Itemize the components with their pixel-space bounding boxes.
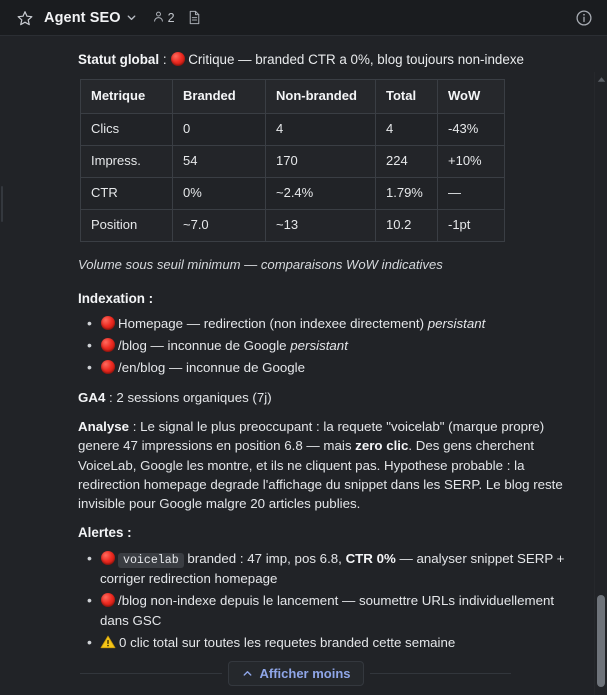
members-count: 2 — [167, 10, 175, 25]
vertical-scrollbar[interactable] — [594, 72, 607, 695]
metrics-table-body — [81, 114, 505, 241]
list-item-emphasis: persistant — [427, 316, 486, 332]
table-cell: -1pt — [438, 209, 505, 241]
list-item-emphasis: persistant — [290, 338, 348, 354]
analyse-text-part2: . Des gens cherchent VoiceLab, Google les montre, et ils ne cliquent pas. Hypothese probable : la redirection homepage degrade l'affichage du snippet dans les SERP. Le blog reste invisible pour Google malgre 20 articles publies. — [78, 438, 563, 512]
list-item-text: /en/blog — inconnue de Google — [118, 359, 306, 375]
table-cell: Clics — [81, 114, 173, 146]
metrics-table — [80, 79, 505, 241]
table-header-cell: Non-branded — [266, 80, 376, 114]
table-cell: 10.2 — [376, 209, 438, 241]
scrollbar-track[interactable] — [597, 86, 605, 693]
analyse-label: Analyse — [78, 419, 129, 435]
table-cell: 0 — [173, 114, 266, 146]
indexation-heading: Indexation : — [78, 290, 154, 306]
red-circle-icon — [101, 593, 115, 607]
table-header-cell: Metrique — [81, 80, 173, 114]
table-cell: Impress. — [81, 146, 173, 178]
table-cell: -43% — [438, 114, 505, 146]
table-cell: 4 — [376, 114, 438, 146]
table-cell: 170 — [266, 146, 376, 178]
file-icon[interactable] — [188, 10, 201, 25]
top-bar — [0, 0, 607, 36]
list-item-text: branded : 47 imp, pos 6.8, — [183, 550, 346, 566]
analyse-paragraph — [78, 417, 581, 513]
show-less-footer — [0, 651, 607, 695]
star-icon[interactable] — [14, 7, 36, 29]
ga4-label: GA4 — [78, 389, 106, 405]
list-item — [100, 358, 581, 378]
analyse-emphasis: zero clic — [355, 438, 409, 454]
list-item-text: /blog non-indexe depuis le lancement — soumettre URLs individuellement dans GSC — [100, 593, 555, 629]
table-row — [81, 209, 505, 241]
list-item — [100, 314, 581, 334]
list-item-text: Homepage — redirection (non indexee directement) — [118, 316, 428, 332]
top-bar-right-group — [573, 7, 595, 29]
list-item-text: /blog — inconnue de Google — [118, 338, 291, 354]
list-item-text-cont: — analyser snippet SERP + corriger redirection homepage — [100, 550, 565, 587]
red-circle-icon — [101, 316, 115, 330]
table-cell: 0% — [173, 177, 266, 209]
table-row — [81, 146, 505, 178]
table-cell: ~13 — [266, 209, 376, 241]
table-header-cell: Total — [376, 80, 438, 114]
scroll-up-arrow-icon[interactable] — [595, 73, 607, 85]
analyse-text-part1: : Le signal le plus preoccupant : la requete "voicelab" (marque propre) genere 47 impressions en position 6.8 — mais — [78, 419, 545, 454]
table-cell: 4 — [266, 114, 376, 146]
list-item-emphasis: CTR 0% — [345, 550, 396, 566]
members-indicator[interactable] — [152, 10, 175, 26]
person-icon — [152, 10, 165, 26]
show-less-label: Afficher moins — [259, 665, 351, 681]
table-header-cell: WoW — [438, 80, 505, 114]
table-cell: ~2.4% — [266, 177, 376, 209]
alertes-heading: Alertes : — [78, 525, 132, 541]
status-label: Statut global — [78, 52, 160, 67]
show-less-button[interactable] — [228, 661, 364, 686]
list-item — [100, 336, 581, 356]
table-cell: 1.79% — [376, 177, 438, 209]
message-body — [0, 36, 607, 695]
indexation-list — [78, 314, 581, 378]
alertes-list — [78, 549, 581, 653]
list-item — [100, 591, 581, 631]
table-cell: 54 — [173, 146, 266, 178]
status-text: Critique — branded CTR a 0%, blog toujours non-indexe — [188, 52, 524, 67]
red-circle-icon — [101, 360, 115, 374]
table-cell: ~7.0 — [173, 209, 266, 241]
chevron-down-icon[interactable] — [125, 11, 138, 24]
ga4-line — [78, 388, 581, 407]
table-row — [81, 177, 505, 209]
info-icon[interactable] — [573, 7, 595, 29]
list-item — [100, 549, 581, 589]
divider-left — [80, 673, 222, 674]
table-row — [81, 114, 505, 146]
divider-right — [370, 673, 512, 674]
table-cell: +10% — [438, 146, 505, 178]
page-title: Agent SEO — [44, 9, 121, 26]
list-item-text: 0 clic total sur toutes les requetes branded cette semaine — [119, 635, 456, 651]
red-circle-icon — [171, 52, 185, 66]
warning-triangle-icon — [100, 635, 116, 649]
table-header-cell: Branded — [173, 80, 266, 114]
top-bar-left-group — [14, 7, 201, 29]
red-circle-icon — [101, 551, 115, 565]
query-code-chip: voicelab — [118, 553, 184, 568]
metrics-table-head — [81, 80, 505, 114]
red-circle-icon — [101, 338, 115, 352]
message-scroll-region[interactable] — [0, 36, 607, 695]
ga4-text: : 2 sessions organiques (7j) — [105, 389, 272, 405]
scrollbar-thumb[interactable] — [597, 595, 605, 687]
table-cell: Position — [81, 209, 173, 241]
chevron-up-icon — [241, 667, 254, 680]
table-cell: 224 — [376, 146, 438, 178]
volume-note: Volume sous seuil minimum — comparaisons WoW indicatives — [78, 256, 443, 272]
table-cell: — — [438, 177, 505, 209]
status-line — [78, 50, 581, 69]
table-cell: CTR — [81, 177, 173, 209]
status-separator: : — [159, 52, 171, 67]
table-header-row — [81, 80, 505, 114]
